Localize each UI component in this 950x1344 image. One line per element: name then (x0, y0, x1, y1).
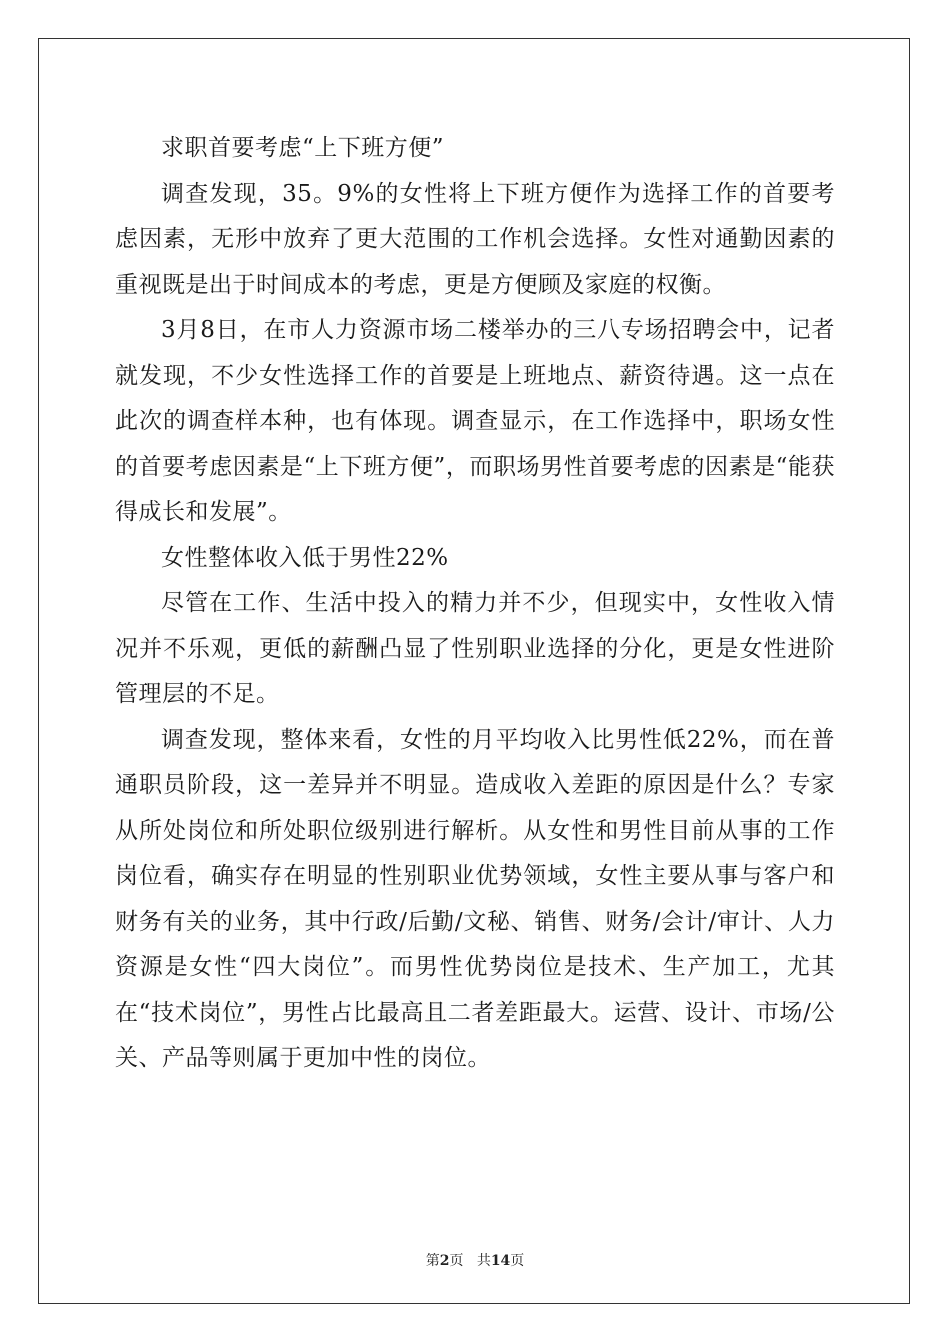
footer-page-unit: 页 (449, 1253, 464, 1269)
document-body (115, 126, 835, 1082)
footer-total-prefix: 共 (476, 1253, 491, 1269)
paragraph-survey-commute: 调查发现，35。9%的女性将上下班方便作为选择工作的首要考虑因素，无形中放弃了更大范围的工作机会选择。女性对通勤因素的重视既是出于时间成本的考虑，更是方便顾及家庭的权衡。 (115, 180, 835, 298)
page-footer (0, 1250, 950, 1270)
footer-prefix: 第 (425, 1253, 440, 1269)
paragraph-income-situation: 尽管在工作、生活中投入的精力并不少，但现实中，女性收入情况并不乐观，更低的薪酬凸显了性别职业选择的分化，更是女性进阶管理层的不足。 (115, 590, 835, 707)
footer-page-number: 2 (439, 1253, 450, 1269)
heading-commute: 求职首要考虑“上下班方便” (161, 135, 445, 161)
paragraph-income-analysis: 调查发现，整体来看，女性的月平均收入比男性低22%，而在普通职员阶段，这一差异并不明显。造成收入差距的原因是什么？专家从所处岗位和所处职位级别进行解析。从女性和男性目前从事的工作岗位看，确实存在明显的性别职业优势领域，女性主要从事与客户和财务有关的业务，其中行政/后勤/文秘、销售、财务/会计/审计、人力资源是女性“四大岗位”。而男性优势岗位是技术、生产加工，尤其在“技术岗位”，男性占比最高且二者差距最大。运营、设计、市场/公关、产品等则属于更加中性的岗位。 (115, 726, 835, 1071)
heading-income-gap: 女性整体收入低于男性22% (161, 544, 449, 571)
footer-total-unit: 页 (510, 1253, 525, 1269)
paragraph-job-fair: 3月8日，在市人力资源市场二楼举办的三八专场招聘会中，记者就发现，不少女性选择工作的首要是上班地点、薪资待遇。这一点在此次的调查样本种，也有体现。调查显示，在工作选择中，职场女性的首要考虑因素是“上下班方便”，而职场男性首要考虑的因素是“能获得成长和发展”。 (115, 317, 835, 525)
footer-total-pages: 14 (490, 1253, 511, 1269)
